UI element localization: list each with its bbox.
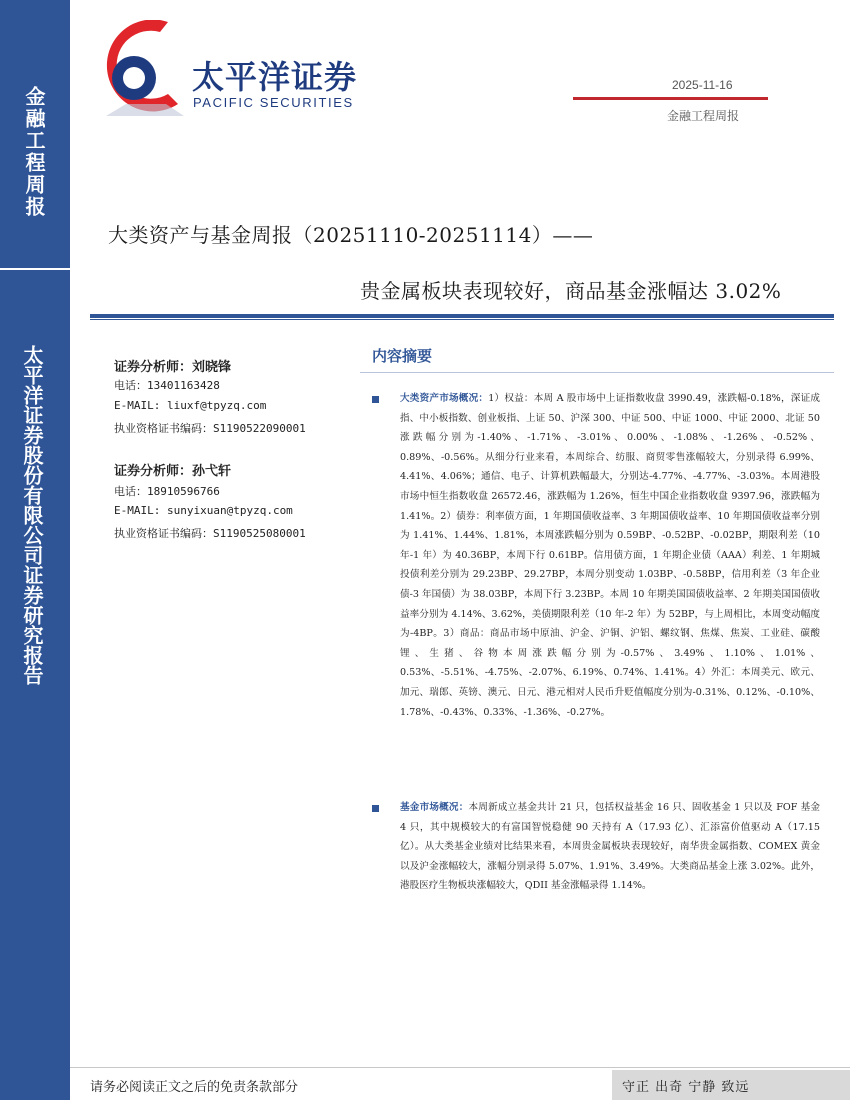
analyst-1-phone: 电话：13401163428 bbox=[114, 379, 220, 392]
analyst-2-certificate: 执业资格证书编码：S1190525080001 bbox=[114, 527, 306, 540]
report-title-line2: 贵金属板块表现较好，商品基金涨幅达 3.02% bbox=[360, 279, 782, 303]
fund-overview-body: 本周新成立基金共计 21 只，包括权益基金 16 只、固收基金 1 只以及 FOF 基金 4 只，其中规模较大的有富国智悦稳健 90 天持有 A（17.93 亿）、汇添富价值驱动 A（17.15 亿）。从大类基金业绩对比结果来看，本周贵金属板块表现较好，南华贵金属指数、COMEX 黄金以及沪金涨幅较大，涨幅分别录得 5.07%、1.91%、3.49%。大类商品基金上涨 3.02%。此外，港股医疗生物板块涨幅较大，QDII 基金涨幅录得 1.14%。 bbox=[400, 802, 821, 892]
logo-mark-icon bbox=[106, 20, 184, 116]
fund-overview-paragraph bbox=[400, 798, 820, 896]
analyst-2-email[interactable]: E-MAIL: sunyixuan@tpyzq.com bbox=[114, 504, 293, 517]
footer-motto: 守正 出奇 宁静 致远 bbox=[622, 1080, 750, 1095]
analyst-1-email[interactable]: E-MAIL: liuxf@tpyzq.com bbox=[114, 399, 267, 412]
bullet-square-icon bbox=[372, 805, 379, 812]
report-type: 金融工程周报 bbox=[667, 109, 740, 123]
analyst-2-phone: 电话：18910596766 bbox=[114, 485, 220, 498]
bullet-square-icon bbox=[372, 396, 379, 403]
report-date: 2025-11-16 bbox=[672, 78, 733, 92]
logo-chinese-name: 太平洋证券 bbox=[192, 58, 358, 96]
sidebar-report-category: 金融工程周报 bbox=[22, 86, 46, 218]
header-red-rule bbox=[573, 97, 768, 100]
summary-heading: 内容摘要 bbox=[372, 347, 433, 365]
sidebar-organization-name: 太平洋证券股份有限公司证券研究报告 bbox=[20, 345, 44, 685]
logo-english-name: PACIFIC SECURITIES bbox=[193, 95, 354, 110]
summary-divider bbox=[360, 372, 834, 373]
footer-divider bbox=[70, 1067, 850, 1068]
footer-disclaimer-note: 请务必阅读正文之后的免责条款部分 bbox=[90, 1080, 299, 1095]
report-title-line1: 大类资产与基金周报（20251110-20251114）—— bbox=[108, 223, 594, 247]
market-overview-lead: 大类资产市场概况： bbox=[400, 393, 489, 404]
market-overview-body: 1）权益：本周 A 股市场中上证指数收盘 3990.49，涨跌幅-0.18%，深证成指、中小板指数、创业板指、上证 50、沪深 300、中证 500、中证 1000、中证 2000、北证 50 涨跌幅分别为-1.40%、-1.71%、-3.01%、0.00%、-1.08%、-1.26%、-0.52%、0.89%、-0.56%。从细分行业来看，本周综合、纺服、商贸零售涨幅较大，分别录得 6.99%、4.41%、4.06%；通信、电子、计算机跌幅最大，分别达-4.77%、-4.77%、-3.03%。本周港股市场中恒生指数收盘 26572.46，涨跌幅为 1.26%，恒生中国企业指数收盘 9397.96，涨跌幅为 1.41%。2）债券：利率债方面，1 年期国债收益率、3 年期国债收益率、10 年期国债收益率分别为 1.41%、1.44%、1.81%，本周涨跌幅分别为 0.59BP、-0.52BP、-0.02BP，期限利差（10 年-1 年）为 40.36BP，本周下行 0.61BP。信用债方面，1 年期企业债（AAA）利差、1 年期城投债利差分别为 29.23BP、29.27BP，本周分别变动 1.03BP、-0.58BP，信用利差（3 年企业债-3 年国债）为 38.03BP，本周下行 3.23BP。本周 10 年期美国国债收益率、2 年期美国国债收益率分别为 4.14%、3.62%，美债期限利差（10 年-2 年）为 52BP，与上周相比，本周变动幅度为-4BP。3）商品：商品市场中原油、沪金、沪铜、沪铝、螺纹钢、焦煤、焦炭、工业硅、碳酸锂、生猪、谷物本周涨跌幅分别为-0.57%、3.49%、1.10%、1.01%、0.53%、-5.51%、-4.75%、-2.07%、6.19%、0.74%、1.41%。4）外汇：本周美元、欧元、加元、瑞郎、英镑、澳元、日元、港元相对人民币升贬值幅度分别为-0.31%、0.12%、-0.10%、1.78%、-0.43%、0.33%、-1.36%、-0.27%。 bbox=[400, 393, 820, 718]
analyst-2-name: 证券分析师：孙弋轩 bbox=[114, 464, 232, 479]
title-divider-thin bbox=[90, 319, 834, 320]
market-overview-paragraph bbox=[400, 389, 820, 722]
analyst-1-name: 证券分析师：刘晓锋 bbox=[114, 360, 232, 375]
analyst-1-certificate: 执业资格证书编码：S1190522090001 bbox=[114, 422, 306, 435]
title-divider bbox=[90, 314, 834, 318]
fund-overview-lead: 基金市场概况： bbox=[400, 802, 469, 813]
